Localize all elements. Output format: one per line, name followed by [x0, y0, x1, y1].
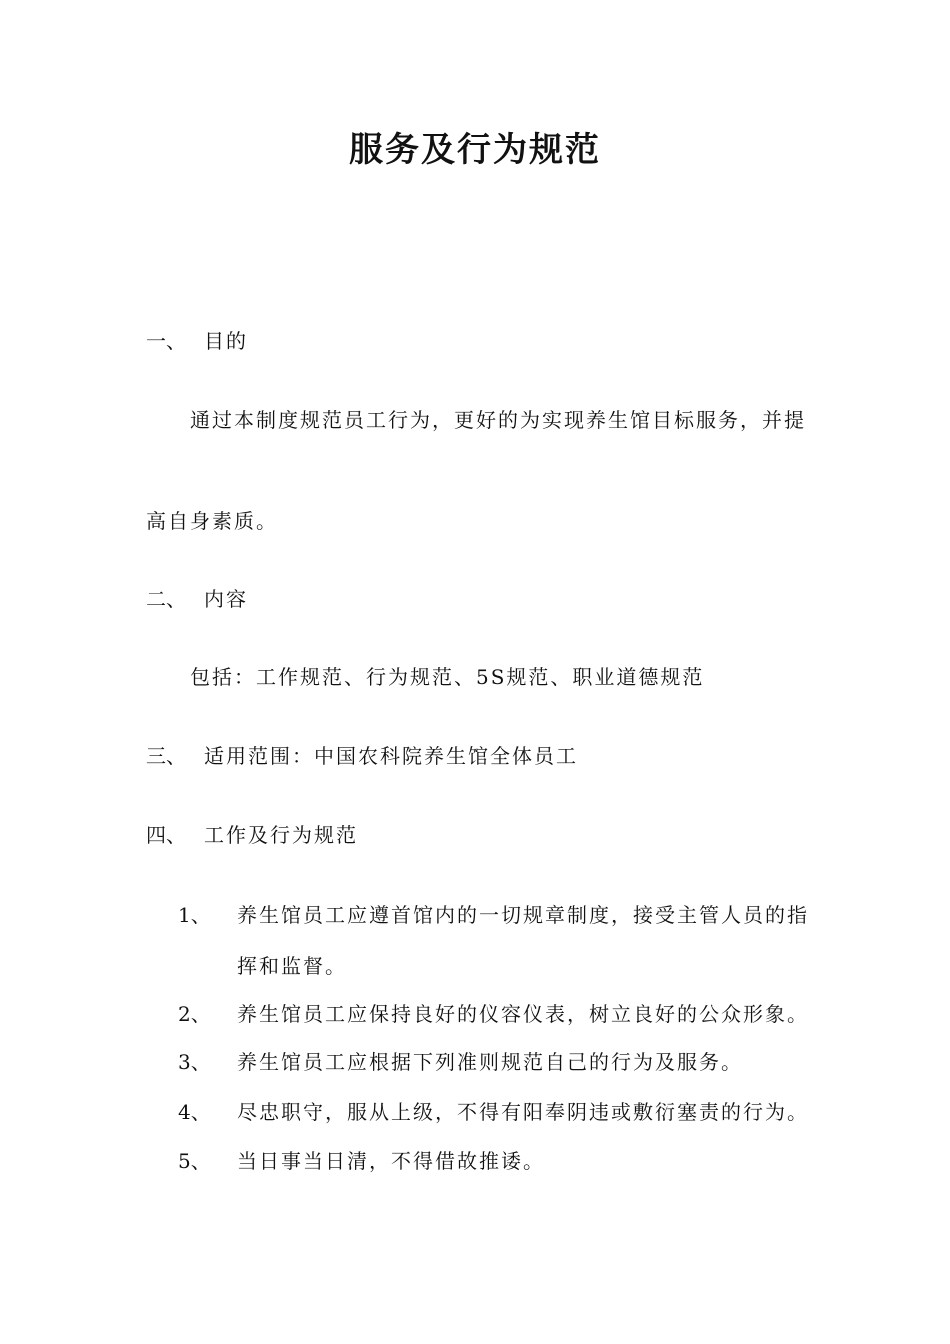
section-2-number: 二、: [146, 587, 186, 611]
list-item-2-text: 养生馆员工应保持良好的仪容仪表，树立良好的公众形象。: [237, 1002, 809, 1026]
list-item-1-line-1: 养生馆员工应遵首馆内的一切规章制度，接受主管人员的指: [237, 903, 809, 927]
section-3-number: 三、: [146, 744, 186, 768]
list-item-4-number: 4、: [178, 1100, 211, 1124]
section-1-paragraph-line-2: 高自身素质。: [146, 509, 278, 533]
list-item-1-line-2: 挥和监督。: [237, 954, 347, 978]
list-item-4-text: 尽忠职守，服从上级，不得有阳奉阴违或敷衍塞责的行为。: [237, 1100, 809, 1124]
list-item-2-number: 2、: [178, 1002, 211, 1026]
list-item-3-number: 3、: [178, 1050, 211, 1074]
list-item-3-text: 养生馆员工应根据下列准则规范自己的行为及服务。: [237, 1050, 743, 1074]
section-3-heading: 适用范围：中国农科院养生馆全体员工: [204, 744, 578, 768]
section-4-heading: 工作及行为规范: [204, 823, 358, 847]
list-item-1-number: 1、: [178, 903, 211, 927]
document-title: 服务及行为规范: [349, 130, 601, 170]
list-item-5-number: 5、: [178, 1149, 211, 1173]
section-1-paragraph-line-1: 通过本制度规范员工行为，更好的为实现养生馆目标服务，并提: [190, 408, 806, 432]
section-1-heading: 目的: [204, 329, 248, 353]
section-2-paragraph: 包括：工作规范、行为规范、5S规范、职业道德规范: [190, 665, 705, 689]
section-4-number: 四、: [146, 823, 186, 847]
list-item-5-text: 当日事当日清，不得借故推诿。: [237, 1149, 545, 1173]
section-1-number: 一、: [146, 329, 186, 353]
section-2-heading: 内容: [204, 587, 248, 611]
